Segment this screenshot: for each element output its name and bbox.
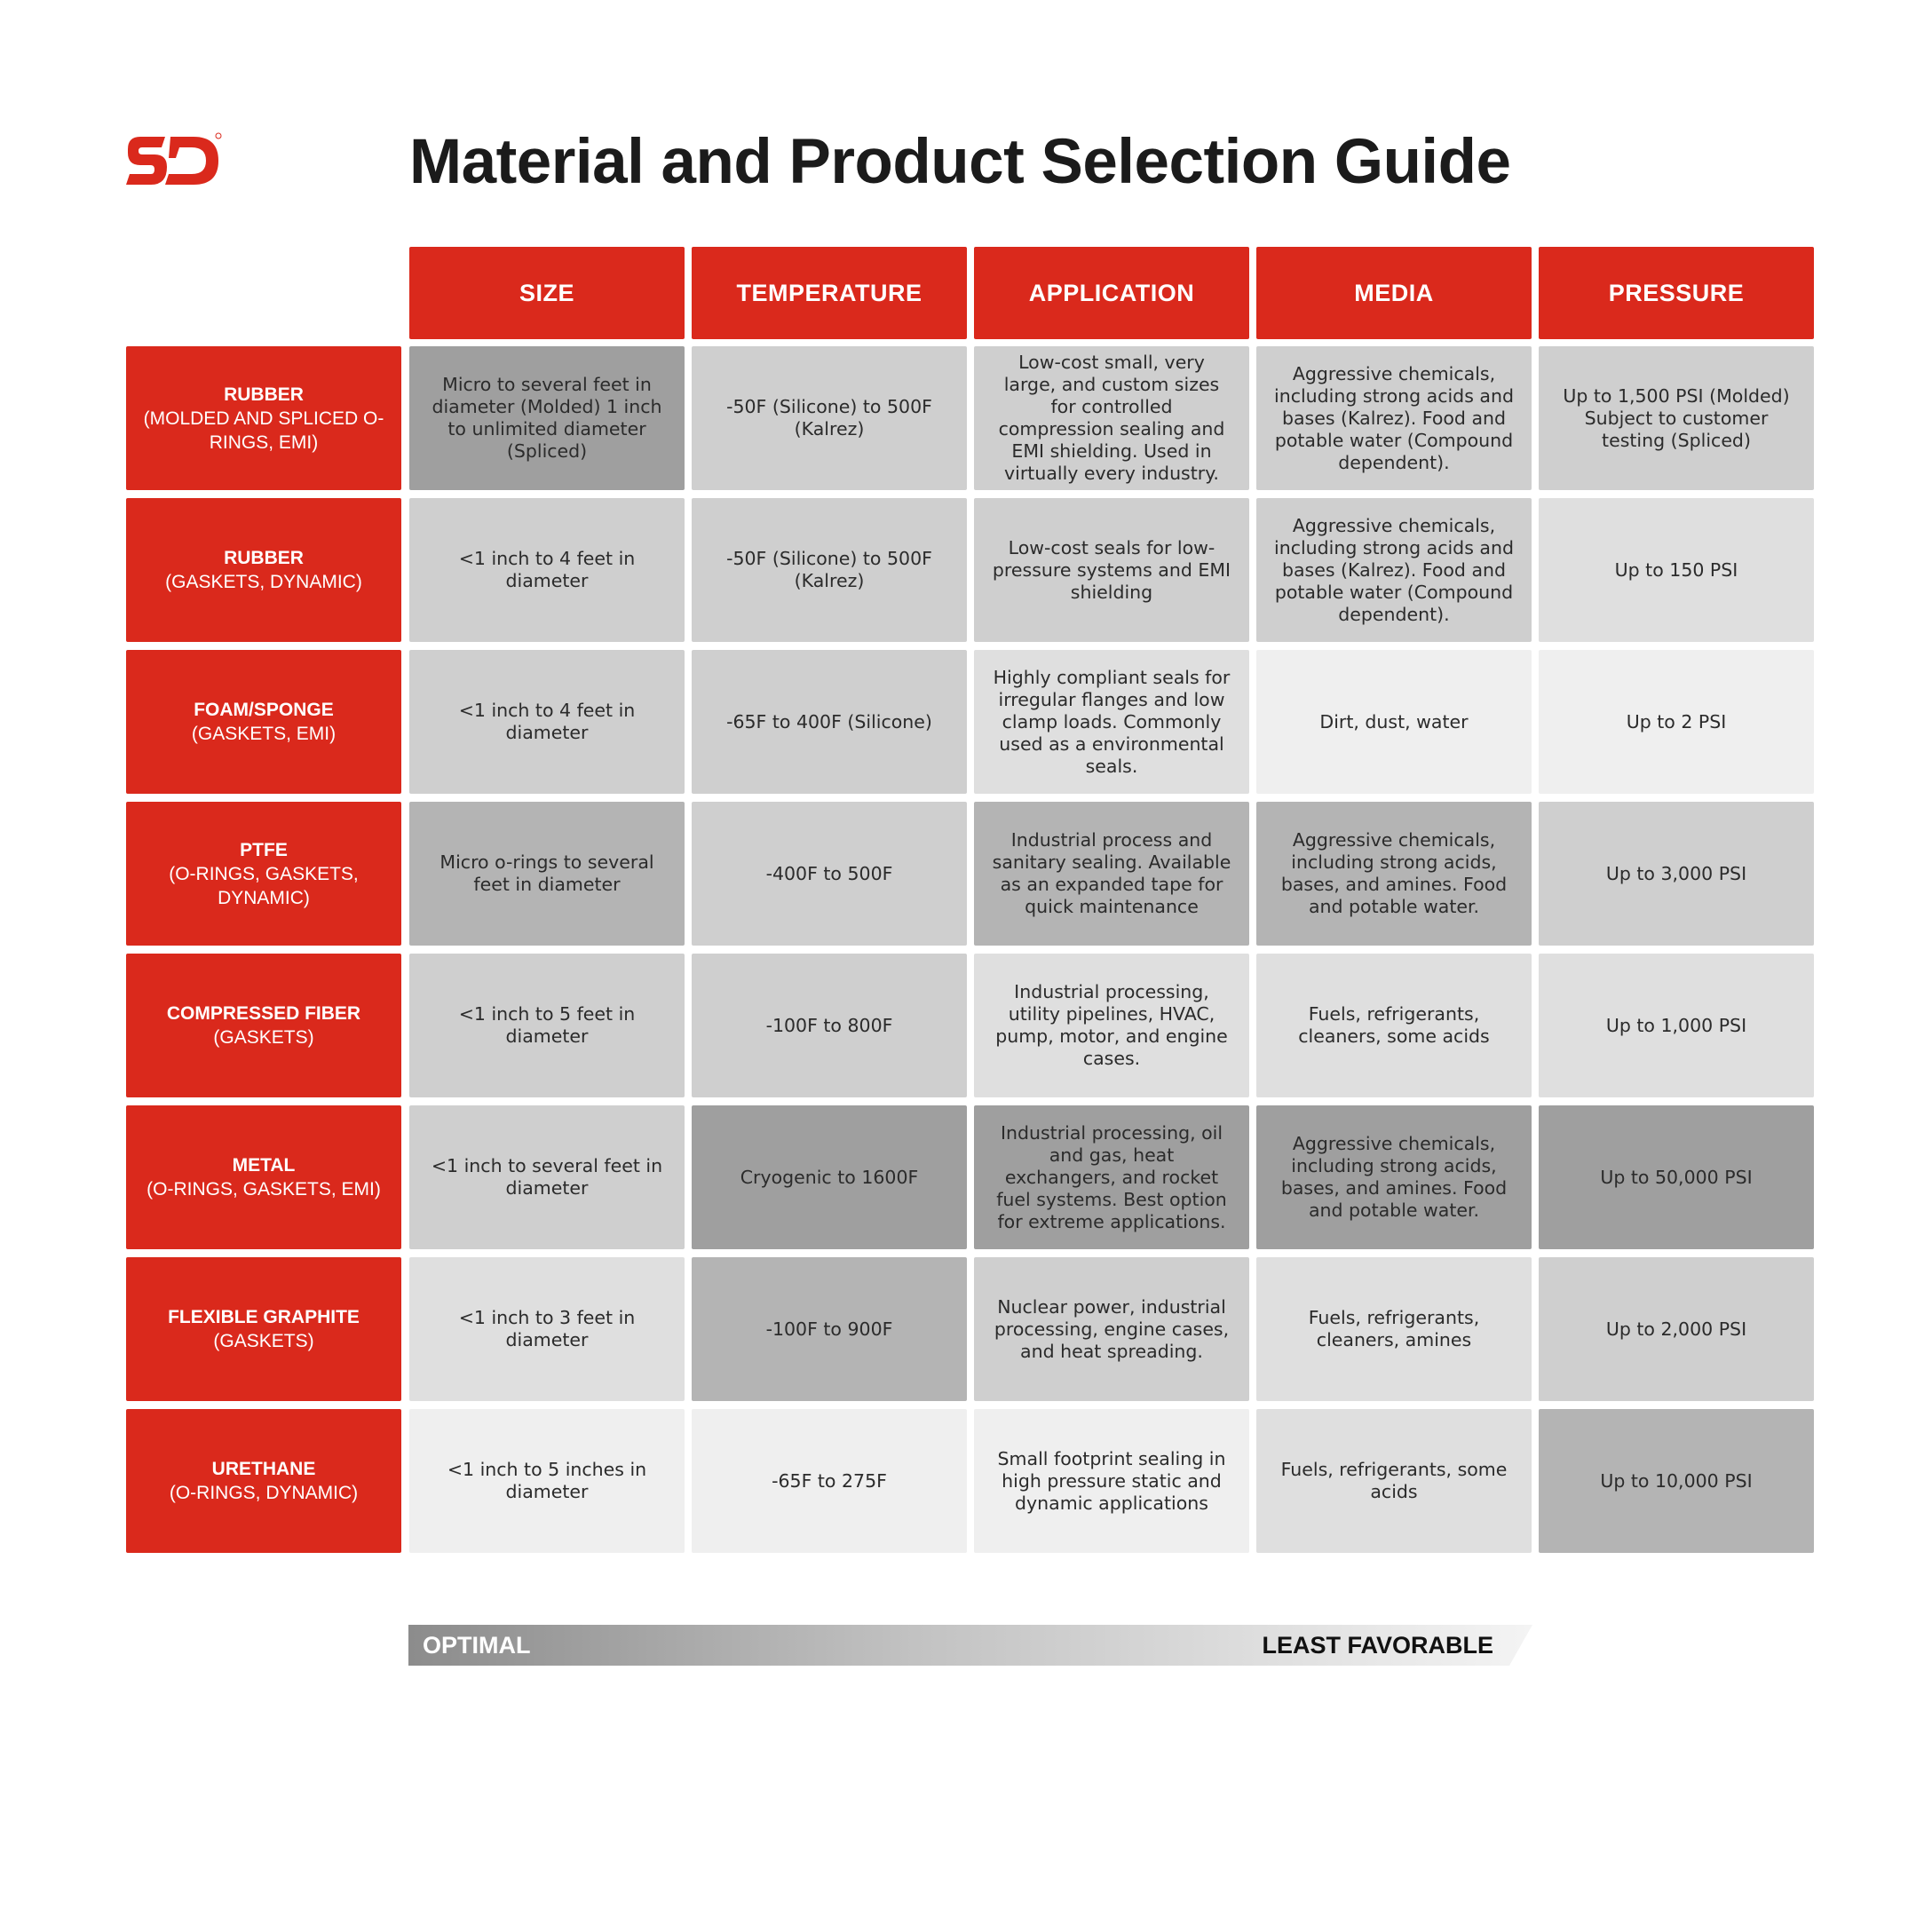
table-cell-media: Aggressive chemicals, including strong acids and bases (Kalrez). Food and potable water (Compound dependent). xyxy=(1256,346,1532,490)
table-cell-size: <1 inch to 5 inches in diameter xyxy=(409,1409,685,1553)
column-header-media: MEDIA xyxy=(1256,247,1532,339)
table-cell-temperature: -65F to 400F (Silicone) xyxy=(692,650,967,794)
table-cell-media: Fuels, refrigerants, some acids xyxy=(1256,1409,1532,1553)
table-cell-pressure: Up to 50,000 PSI xyxy=(1539,1105,1814,1249)
table-cell-application: Small footprint sealing in high pressure static and dynamic applications xyxy=(974,1409,1249,1553)
page-title: Material and Product Selection Guide xyxy=(409,127,1511,197)
table-cell-size: Micro to several feet in diameter (Molded) 1 inch to unlimited diameter (Spliced) xyxy=(409,346,685,490)
material-name: URETHANE xyxy=(211,1459,316,1479)
table-cell-media: Fuels, refrigerants, cleaners, amines xyxy=(1256,1257,1532,1401)
table-cell-size: <1 inch to several feet in diameter xyxy=(409,1105,685,1249)
column-header-application: APPLICATION xyxy=(974,247,1249,339)
material-subtitle: (O-RINGS, GASKETS, EMI) xyxy=(146,1179,381,1200)
material-name: METAL xyxy=(232,1155,296,1176)
row-label-metal xyxy=(126,1105,401,1249)
legend-least-favorable-label: LEAST FAVORABLE xyxy=(1262,1632,1493,1659)
table-cell-application: Industrial process and sanitary sealing. Available as an expanded tape for quick maintenance xyxy=(974,802,1249,946)
material-subtitle: (O-RINGS, DYNAMIC) xyxy=(169,1483,359,1503)
row-label-rubber xyxy=(126,346,401,490)
material-subtitle: (O-RINGS, GASKETS, DYNAMIC) xyxy=(169,863,359,908)
table-cell-application: Highly compliant seals for irregular flanges and low clamp loads. Commonly used as a environmental seals. xyxy=(974,650,1249,794)
legend-optimal-label: OPTIMAL xyxy=(423,1632,531,1659)
table-cell-application: Industrial processing, oil and gas, heat exchangers, and rocket fuel systems. Best option for extreme applications. xyxy=(974,1105,1249,1249)
table-cell-application: Nuclear power, industrial processing, engine cases, and heat spreading. xyxy=(974,1257,1249,1401)
registered-mark-icon xyxy=(216,133,221,139)
table-cell-pressure: Up to 3,000 PSI xyxy=(1539,802,1814,946)
table-cell-pressure: Up to 2,000 PSI xyxy=(1539,1257,1814,1401)
row-label-compressed-fiber xyxy=(126,954,401,1097)
column-header-size: SIZE xyxy=(409,247,685,339)
material-name: FOAM/SPONGE xyxy=(194,700,334,720)
table-cell-pressure: Up to 10,000 PSI xyxy=(1539,1409,1814,1553)
table-cell-temperature: -65F to 275F xyxy=(692,1409,967,1553)
table-cell-media: Aggressive chemicals, including strong acids, bases, and amines. Food and potable water. xyxy=(1256,802,1532,946)
material-name: PTFE xyxy=(240,839,288,860)
table-cell-temperature: -100F to 800F xyxy=(692,954,967,1097)
table-cell-temperature: Cryogenic to 1600F xyxy=(692,1105,967,1249)
material-subtitle: (MOLDED AND SPLICED O-RINGS, EMI) xyxy=(143,408,384,453)
table-cell-size: <1 inch to 4 feet in diameter xyxy=(409,650,685,794)
table-cell-media: Fuels, refrigerants, cleaners, some acids xyxy=(1256,954,1532,1097)
logo-s-shape xyxy=(126,137,167,185)
material-subtitle: (GASKETS) xyxy=(213,1027,314,1048)
column-header-pressure: PRESSURE xyxy=(1539,247,1814,339)
material-name: COMPRESSED FIBER xyxy=(166,1003,361,1024)
table-cell-pressure: Up to 1,500 PSI (Molded) Subject to customer testing (Spliced) xyxy=(1539,346,1814,490)
table-cell-temperature: -50F (Silicone) to 500F (Kalrez) xyxy=(692,346,967,490)
row-label-urethane xyxy=(126,1409,401,1553)
table-cell-temperature: -100F to 900F xyxy=(692,1257,967,1401)
table-cell-media: Dirt, dust, water xyxy=(1256,650,1532,794)
material-name: RUBBER xyxy=(224,384,304,405)
table-cell-application: Low-cost seals for low-pressure systems and EMI shielding xyxy=(974,498,1249,642)
table-cell-size: <1 inch to 4 feet in diameter xyxy=(409,498,685,642)
column-header-temperature: TEMPERATURE xyxy=(692,247,967,339)
table-cell-size: <1 inch to 5 feet in diameter xyxy=(409,954,685,1097)
table-cell-media: Aggressive chemicals, including strong acids and bases (Kalrez). Food and potable water (Compound dependent). xyxy=(1256,498,1532,642)
material-subtitle: (GASKETS, DYNAMIC) xyxy=(165,572,362,592)
row-label-flexible-graphite xyxy=(126,1257,401,1401)
material-subtitle: (GASKETS) xyxy=(213,1331,314,1351)
row-label-rubber xyxy=(126,498,401,642)
sd-logo xyxy=(124,131,222,190)
table-cell-pressure: Up to 150 PSI xyxy=(1539,498,1814,642)
table-cell-temperature: -400F to 500F xyxy=(692,802,967,946)
table-cell-media: Aggressive chemicals, including strong acids, bases, and amines. Food and potable water. xyxy=(1256,1105,1532,1249)
material-subtitle: (GASKETS, EMI) xyxy=(191,724,337,744)
table-cell-size: <1 inch to 3 feet in diameter xyxy=(409,1257,685,1401)
row-label-foam-sponge xyxy=(126,650,401,794)
material-name: RUBBER xyxy=(224,548,304,568)
material-name: FLEXIBLE GRAPHITE xyxy=(168,1307,360,1327)
logo-d-shape xyxy=(165,137,218,185)
table-cell-size: Micro o-rings to several feet in diameter xyxy=(409,802,685,946)
row-label-ptfe xyxy=(126,802,401,946)
table-cell-application: Low-cost small, very large, and custom sizes for controlled compression sealing and EMI shielding. Used in virtually every industry. xyxy=(974,346,1249,490)
table-cell-application: Industrial processing, utility pipelines, HVAC, pump, motor, and engine cases. xyxy=(974,954,1249,1097)
table-cell-temperature: -50F (Silicone) to 500F (Kalrez) xyxy=(692,498,967,642)
table-cell-pressure: Up to 1,000 PSI xyxy=(1539,954,1814,1097)
table-cell-pressure: Up to 2 PSI xyxy=(1539,650,1814,794)
